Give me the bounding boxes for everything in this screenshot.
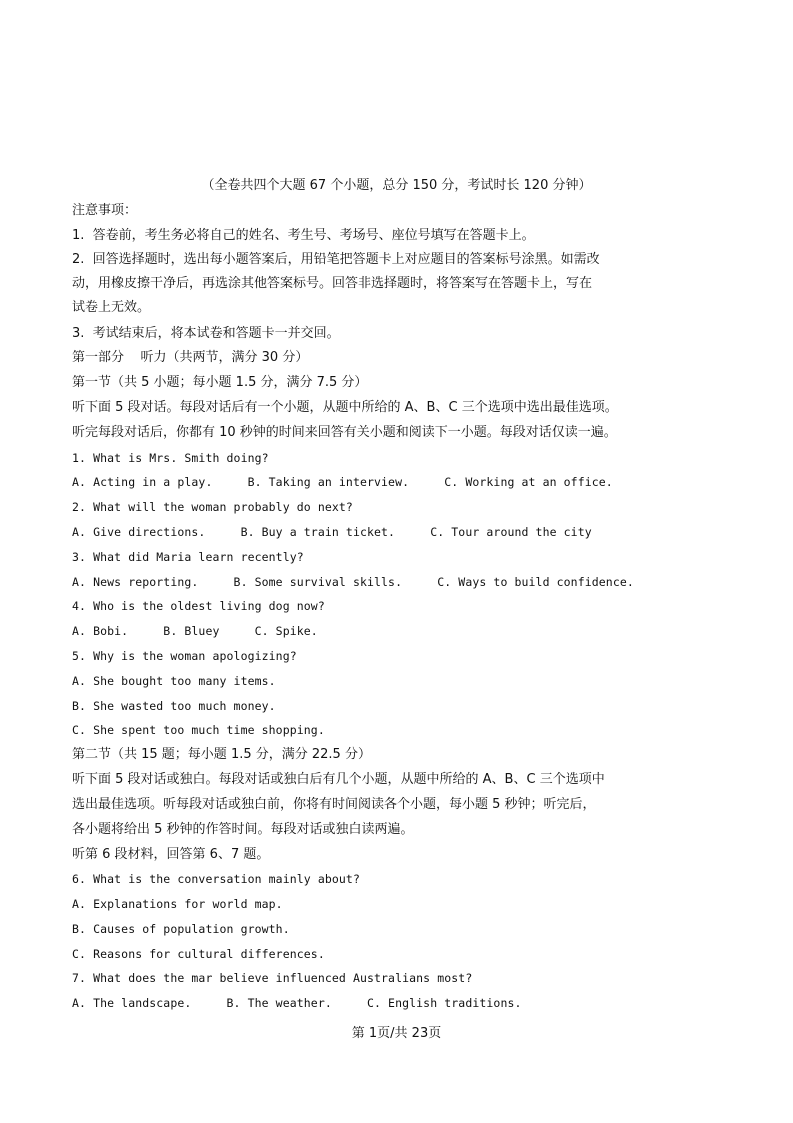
notes-item-2-line-1: 2. 回答选择题时，选出每小题答案后，用铅笔把答题卡上对应题目的答案标号涂黑。如需改 [72,252,600,267]
question-1: 1. What is Mrs. Smith doing? [72,451,269,465]
question-2: 2. What will the woman probably do next? [72,500,353,514]
notes-item-3: 3. 考试结束后，将本试卷和答题卡一并交回。 [72,326,340,341]
question-5-option-a: A. She bought too many items. [72,674,276,688]
question-1-options: A. Acting in a play. B. Taking an interview. C. Working at an office. [72,475,613,489]
exam-info: （全卷共四个大题 67 个小题，总分 150 分，考试时长 120 分钟） [201,178,592,193]
section1-instructions-line-2: 听完每段对话后，你都有 10 秒钟的时间来回答有关小题和阅读下一小题。每段对话仅读一遍。 [72,425,617,440]
question-7-options: A. The landscape. B. The weather. C. English traditions. [72,996,522,1010]
section2-instructions-line-2: 选出最佳选项。听每段对话或独白前，你将有时间阅读各个小题，每小题 5 秒钟；听完后， [72,797,596,812]
question-2-options: A. Give directions. B. Buy a train ticket. C. Tour around the city [72,525,592,539]
question-7: 7. What does the mar believe influenced Australians most? [72,971,473,985]
part1-title: 第一部分 听力（共两节，满分 30 分） [72,350,309,365]
question-3: 3. What did Maria learn recently? [72,550,304,564]
question-5: 5. Why is the woman apologizing? [72,649,297,663]
notes-item-2-line-3: 试卷上无效。 [72,300,151,315]
question-5-option-c: C. She spent too much time shopping. [72,723,325,737]
section2-title: 第二节（共 15 题；每小题 1.5 分，满分 22.5 分） [72,747,371,762]
question-6: 6. What is the conversation mainly about? [72,872,360,886]
question-3-options: A. News reporting. B. Some survival skills. C. Ways to build confidence. [72,575,634,589]
notes-item-2-line-2: 动，用橡皮擦干净后，再选涂其他答案标号。回答非选择题时，将答案写在答题卡上，写在 [72,276,593,291]
question-4-options: A. Bobi. B. Bluey C. Spike. [72,624,318,638]
section2-instructions-line-3: 各小题将给出 5 秒钟的作答时间。每段对话或独白读两遍。 [72,822,414,837]
question-5-option-b: B. She wasted too much money. [72,699,276,713]
notes-title: 注意事项： [72,203,138,218]
question-6-option-a: A. Explanations for world map. [72,897,283,911]
page-number: 第 1页/共 23页 [351,1026,442,1041]
material-6-heading: 听第 6 段材料，回答第 6、7 题。 [72,847,270,862]
question-6-option-b: B. Causes of population growth. [72,922,290,936]
section1-title: 第一节（共 5 小题；每小题 1.5 分，满分 7.5 分） [72,375,368,390]
question-6-option-c: C. Reasons for cultural differences. [72,947,325,961]
section1-instructions-line-1: 听下面 5 段对话。每段对话后有一个小题，从题中所给的 A、B、C 三个选项中选出最佳选项。 [72,400,618,415]
notes-item-1: 1. 答卷前，考生务必将自己的姓名、考生号、考场号、座位号填写在答题卡上。 [72,228,535,243]
question-4: 4. Who is the oldest living dog now? [72,599,325,613]
section2-instructions-line-1: 听下面 5 段对话或独白。每段对话或独白后有几个小题，从题中所给的 A、B、C 三个选项中 [72,772,605,787]
